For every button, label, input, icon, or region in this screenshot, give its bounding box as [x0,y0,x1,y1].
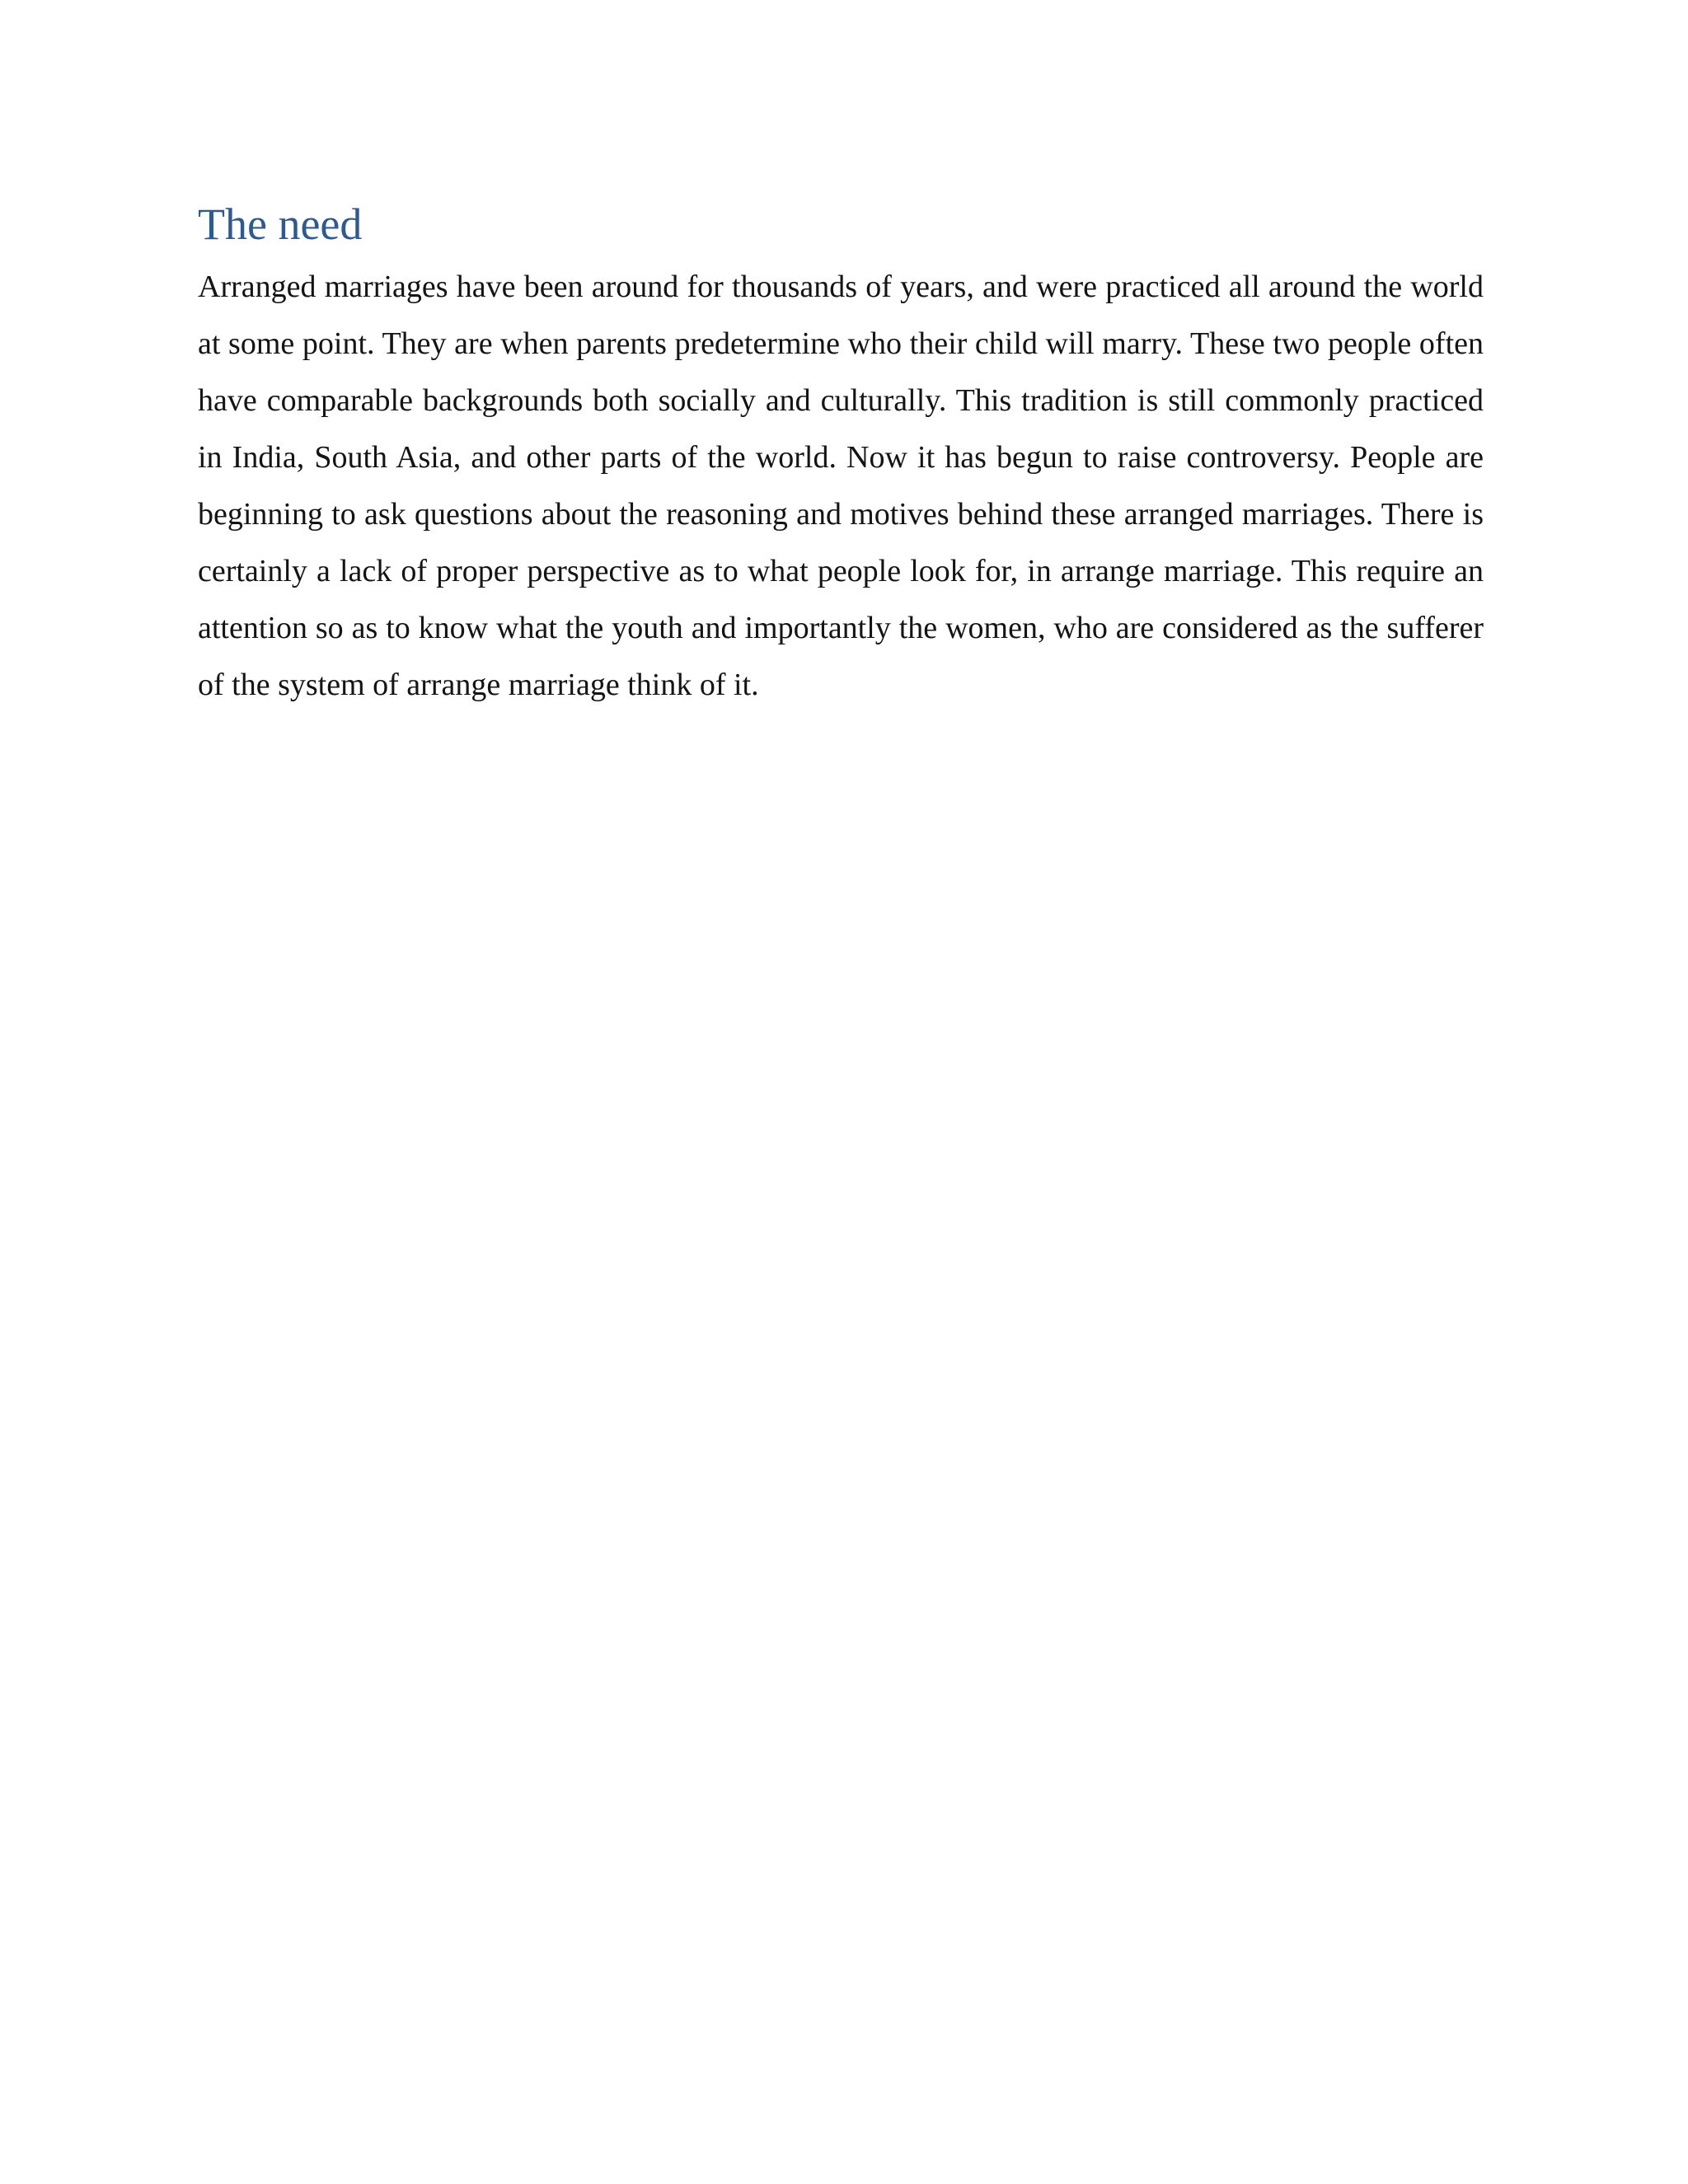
page-content [198,193,1484,714]
body-paragraph: Arranged marriages have been around for thousands of years, and were practiced all around the world at some point. They are when parents predetermine who their child will marry. These two people often have comparable backgrounds both socially and culturally. This tradition is still commonly practiced in India, South Asia, and other parts of the world. Now it has begun to raise controversy. People are beginning to ask questions about the reasoning and motives behind these arranged marriages. There is certainly a lack of proper perspective as to what people look for, in arrange marriage. This require an attention so as to know what the youth and importantly the women, who are considered as the sufferer of the system of arrange marriage think of it. [198,269,1484,702]
section-heading: The need [198,199,363,249]
